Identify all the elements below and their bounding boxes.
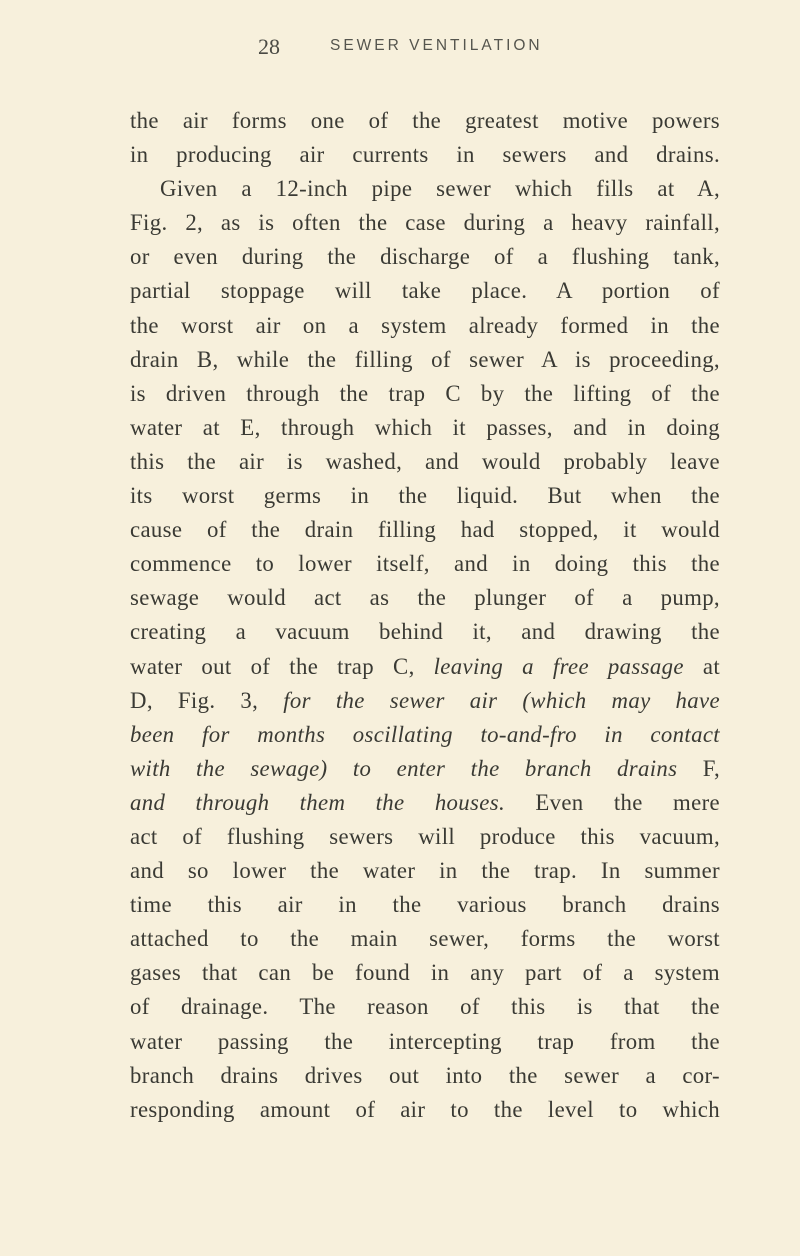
text-line: creating a vacuum behind it, and drawing the <box>130 619 720 645</box>
text-line: water at E, through which it passes, and in doing <box>130 414 720 440</box>
text-line: the air forms one of the greatest motive powers <box>130 108 720 133</box>
text-line: responding amount of air to the level to which <box>130 1096 720 1122</box>
text-line: Fig. 2, as is often the case during a heavy rainfall, <box>130 210 720 236</box>
text-line: of drainage. The reason of this is that the <box>130 994 720 1020</box>
text-line: branch drains drives out into the sewer a cor- <box>130 1062 720 1088</box>
text-line: sewage would act as the plunger of a pump, <box>130 585 720 611</box>
text-line: water out of the trap C, leaving a free passage at <box>130 653 720 679</box>
paragraph-start-line: Given a 12-inch pipe sewer which fills at A, <box>160 176 720 202</box>
text-line: is driven through the trap C by the lifting of the <box>130 380 720 406</box>
text-line: and so lower the water in the trap. In summer <box>130 858 720 884</box>
text-line: act of flushing sewers will produce this vacuum, <box>130 823 720 849</box>
text-line: water passing the intercepting trap from the <box>130 1028 720 1054</box>
text-line: partial stoppage will take place. A portion of <box>130 278 720 304</box>
italic-phrase: for the sewer air (which may have <box>283 687 720 713</box>
running-head: SEWER VENTILATION <box>330 37 543 54</box>
text-line: and through them the houses. Even the mere <box>130 789 720 815</box>
text-line: attached to the main sewer, forms the worst <box>130 926 720 952</box>
page-number: 28 <box>258 34 280 59</box>
text-line: cause of the drain filling had stopped, it would <box>130 517 720 543</box>
text-line: D, Fig. 3, for the sewer air (which may have <box>130 687 720 713</box>
text-line: this the air is washed, and would probably leave <box>130 448 720 474</box>
text-line: its worst germs in the liquid. But when the <box>130 483 720 509</box>
text-line: the worst air on a system already formed in the <box>130 312 720 338</box>
page-header <box>0 34 800 64</box>
body-text <box>130 104 720 1127</box>
text-line: commence to lower itself, and in doing this the <box>130 551 720 577</box>
italic-phrase: leaving a free passage <box>433 653 684 679</box>
text-line: drain B, while the filling of sewer A is proceeding, <box>130 346 720 372</box>
text-line: in producing air currents in sewers and drains. <box>130 142 720 168</box>
text-line: with the sewage) to enter the branch drains F, <box>130 755 720 781</box>
italic-phrase: with the sewage) to enter the branch drains <box>130 755 678 781</box>
italic-phrase: and through them the houses. <box>130 789 506 815</box>
text-line: gases that can be found in any part of a system <box>130 960 720 986</box>
text-line: or even during the discharge of a flushing tank, <box>130 244 720 270</box>
italic-line: been for months oscillating to-and-fro in contact <box>130 721 720 747</box>
text-line: time this air in the various branch drains <box>130 892 720 918</box>
